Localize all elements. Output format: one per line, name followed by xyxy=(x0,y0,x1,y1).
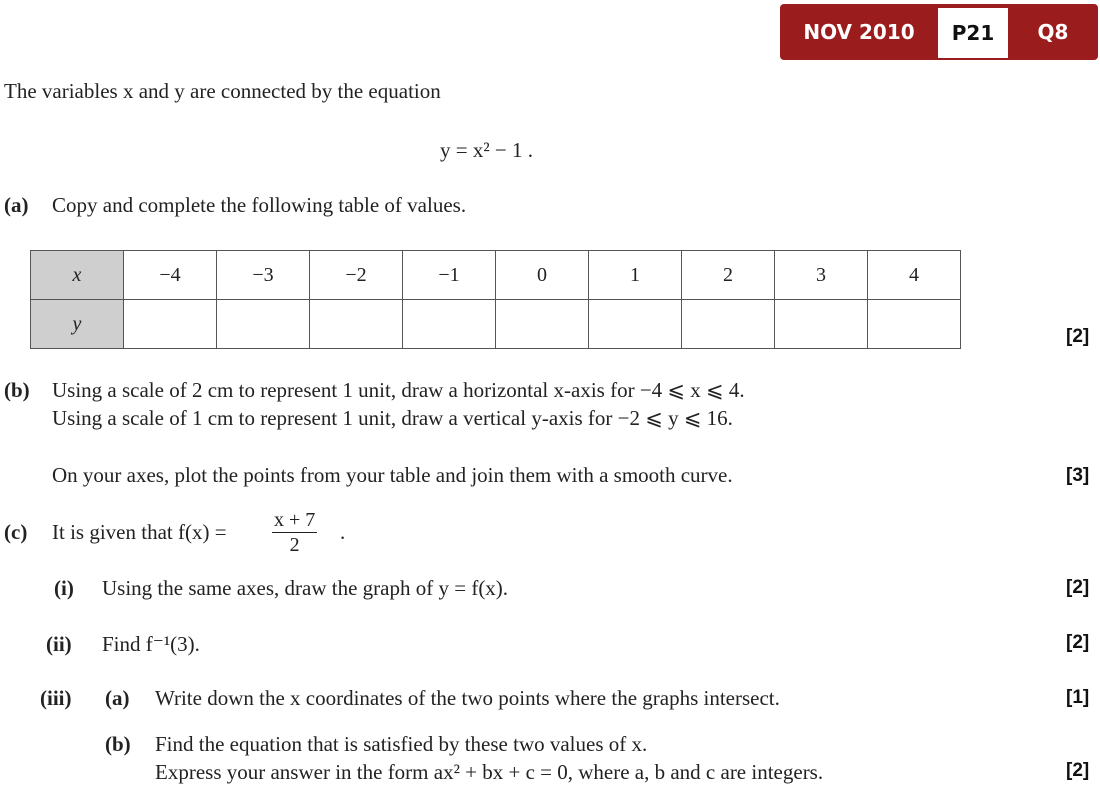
values-table xyxy=(30,250,961,349)
part-b-line2: Using a scale of 1 cm to represent 1 unit, draw a vertical y-axis for −2 ⩽ y ⩽ 16. xyxy=(52,406,733,430)
part-b-label: (b) xyxy=(4,378,30,402)
x-value-cell: −3 xyxy=(217,251,310,300)
x-value-cell: 2 xyxy=(682,251,775,300)
y-value-cell xyxy=(775,300,868,349)
part-c-i-marks: [2] xyxy=(1066,577,1090,598)
part-b-line1: Using a scale of 2 cm to represent 1 unit, draw a horizontal x-axis for −4 ⩽ x ⩽ 4. xyxy=(52,378,745,402)
x-value-cell: 3 xyxy=(775,251,868,300)
part-b-line3: On your axes, plot the points from your table and join them with a smooth curve. xyxy=(52,463,733,487)
session-label: NOV 2010 xyxy=(803,20,915,44)
y-value-cell xyxy=(124,300,217,349)
x-value-cell: −4 xyxy=(124,251,217,300)
x-value-cell: 1 xyxy=(589,251,682,300)
table-row-y xyxy=(31,300,961,349)
x-value-cell: 4 xyxy=(868,251,961,300)
part-c-iii-a-marks: [1] xyxy=(1066,687,1090,708)
x-value-cell: −2 xyxy=(310,251,403,300)
row-label-y: y xyxy=(31,300,124,349)
part-a-text: Copy and complete the following table of values. xyxy=(52,193,467,217)
fraction-denominator: 2 xyxy=(289,534,300,556)
question-label: Q8 xyxy=(1037,20,1069,44)
part-b-marks: [3] xyxy=(1066,465,1090,486)
main-equation: y = x² − 1 . xyxy=(440,138,533,162)
table-row-x xyxy=(31,251,961,300)
intro-text: The variables x and y are connected by the equation xyxy=(4,79,441,103)
part-c-i-label: (i) xyxy=(54,576,74,600)
part-c-text: It is given that f(x) = xyxy=(52,520,227,544)
y-value-cell xyxy=(217,300,310,349)
y-value-cell xyxy=(682,300,775,349)
fraction-numerator: x + 7 xyxy=(274,509,316,531)
part-c-iii-b-marks: [2] xyxy=(1066,760,1090,781)
paper-reference-badge xyxy=(780,4,1098,60)
part-c-iii-b-line1: Find the equation that is satisfied by these two values of x. xyxy=(155,732,648,756)
part-c-iii-label: (iii) xyxy=(40,686,72,710)
part-c-ii-label: (ii) xyxy=(46,632,72,656)
y-value-cell xyxy=(310,300,403,349)
part-c-iii-b-label: (b) xyxy=(105,732,131,756)
part-c-iii-a-label: (a) xyxy=(105,686,130,710)
row-label-x: x xyxy=(31,251,124,300)
paper-label: P21 xyxy=(938,8,1008,58)
y-value-cell xyxy=(868,300,961,349)
part-c-iii-b-line2: Express your answer in the form ax² + bx + c = 0, where a, b and c are integers. xyxy=(155,760,824,784)
part-a-marks: [2] xyxy=(1066,326,1090,347)
part-c-label: (c) xyxy=(4,520,28,544)
part-a-label: (a) xyxy=(4,193,29,217)
y-value-cell xyxy=(496,300,589,349)
part-c-ii-marks: [2] xyxy=(1066,632,1090,653)
part-c-i-text: Using the same axes, draw the graph of y = f(x). xyxy=(102,576,509,600)
y-value-cell xyxy=(403,300,496,349)
y-value-cell xyxy=(589,300,682,349)
x-value-cell: 0 xyxy=(496,251,589,300)
function-fraction xyxy=(272,508,317,557)
x-value-cell: −1 xyxy=(403,251,496,300)
part-c-iii-a-text: Write down the x coordinates of the two points where the graphs intersect. xyxy=(155,686,780,710)
fraction-end: . xyxy=(340,520,346,544)
part-c-ii-text: Find f⁻¹(3). xyxy=(102,632,200,656)
